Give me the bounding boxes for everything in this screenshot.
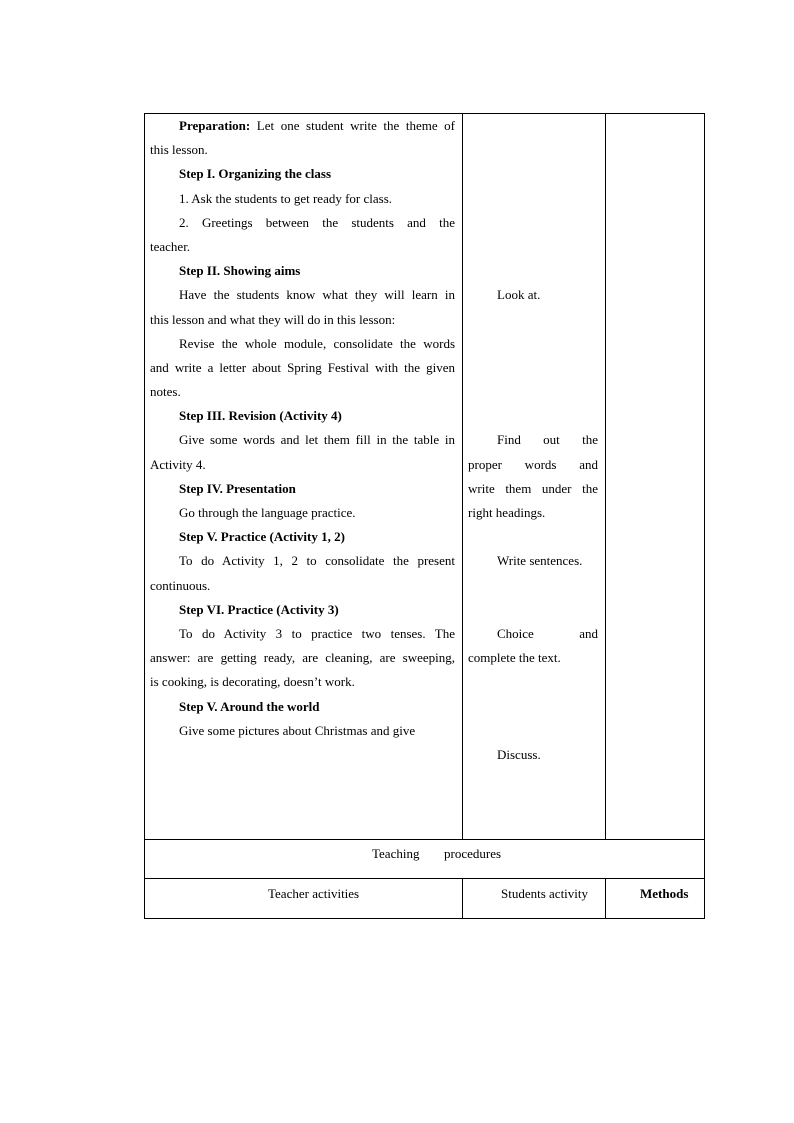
teacher-line — [150, 695, 455, 719]
student-text: Write sentences. — [497, 553, 583, 569]
teacher-line — [150, 404, 455, 428]
teacher-text: Give some pictures about Christmas and give — [179, 722, 416, 738]
teacher-step-heading: Preparation: — [179, 118, 251, 133]
teacher-line — [150, 525, 455, 549]
teacher-line — [150, 549, 455, 573]
student-line — [468, 235, 598, 259]
teacher-line — [150, 283, 455, 307]
teacher-line — [150, 114, 455, 138]
column-divider-3 — [462, 878, 463, 919]
teacher-line — [150, 235, 455, 259]
header-methods: Methods — [640, 886, 689, 901]
column-divider-1 — [462, 114, 463, 839]
teacher-text: is cooking, is decorating, doesn’t work. — [150, 674, 355, 690]
student-line — [468, 501, 598, 525]
teacher-line — [150, 646, 455, 670]
student-line — [468, 574, 598, 598]
student-text: right headings. — [468, 505, 546, 520]
teacher-text: Revise the whole module, consolidate the words — [179, 335, 455, 351]
teacher-text: continuous. — [150, 577, 211, 593]
teacher-text: teacher. — [150, 238, 191, 254]
student-line — [468, 114, 598, 138]
teacher-step-heading: Step V. Practice (Activity 1, 2) — [179, 529, 345, 545]
student-line — [468, 162, 598, 186]
teacher-line — [150, 162, 455, 186]
student-line — [468, 525, 598, 549]
student-line — [468, 187, 598, 211]
teacher-text: notes. — [150, 384, 181, 400]
teacher-line — [150, 670, 455, 694]
teacher-text: answer: are getting ready, are cleaning, are sweeping, — [150, 650, 455, 666]
teacher-text: Have the students know what they will learn in — [179, 287, 455, 303]
student-line — [468, 719, 598, 743]
teacher-text: this lesson and what they will do in this lesson: — [150, 311, 396, 327]
column-divider-4 — [605, 878, 606, 919]
teacher-line — [150, 598, 455, 622]
teacher-line — [150, 501, 455, 525]
teacher-line — [150, 428, 455, 452]
student-line — [468, 453, 598, 477]
teacher-text: and write a letter about Spring Festival with the given — [150, 359, 455, 375]
teacher-line — [150, 453, 455, 477]
teacher-step-heading: Step VI. Practice (Activity 3) — [179, 601, 339, 617]
student-line — [468, 380, 598, 404]
procedures-word: procedures — [444, 846, 502, 861]
teacher-step-heading: Step V. Around the world — [179, 698, 320, 714]
student-line — [468, 695, 598, 719]
teacher-line — [150, 138, 455, 162]
teacher-text: 1. Ask the students to get ready for class. — [179, 190, 393, 206]
teacher-text: Go through the language practice. — [179, 505, 356, 520]
teacher-text: Activity 4. — [150, 456, 206, 472]
lesson-plan-table — [144, 113, 705, 919]
teacher-line — [150, 477, 455, 501]
header-students-activity: Students activity — [501, 886, 589, 901]
student-line — [468, 549, 598, 573]
teacher-text: To do Activity 3 to practice two tenses. The — [179, 625, 455, 641]
teacher-text: To do Activity 1, 2 to consolidate the present — [179, 553, 455, 569]
student-line — [468, 428, 598, 452]
teacher-step-heading: Step III. Revision (Activity 4) — [179, 408, 342, 424]
teaching-word: Teaching — [372, 846, 420, 861]
student-line — [468, 743, 598, 767]
student-line — [468, 308, 598, 332]
student-line — [468, 138, 598, 162]
teacher-text: Let one student write the theme of — [250, 118, 455, 133]
student-line — [468, 477, 598, 501]
teacher-line — [150, 259, 455, 283]
column-divider-2 — [605, 114, 606, 839]
student-line — [468, 211, 598, 235]
teacher-line — [150, 356, 455, 380]
teacher-line — [150, 308, 455, 332]
student-text: Look at. — [497, 287, 541, 303]
teacher-line — [150, 719, 455, 743]
student-text: write them under the — [468, 480, 598, 496]
teacher-text: Give some words and let them fill in the table in — [179, 432, 455, 448]
student-line — [468, 404, 598, 428]
teacher-line — [150, 380, 455, 404]
teacher-text: this lesson. — [150, 142, 208, 158]
teacher-activities-cell — [150, 114, 455, 743]
row-divider-1 — [145, 839, 704, 840]
student-line — [468, 646, 598, 670]
student-text: Find out the — [497, 432, 598, 448]
student-line — [468, 622, 598, 646]
teacher-text: 2. Greetings between the students and the — [179, 214, 455, 230]
teacher-line — [150, 332, 455, 356]
teacher-line — [150, 622, 455, 646]
header-teacher-activities: Teacher activities — [268, 886, 360, 901]
teacher-step-heading: Step I. Organizing the class — [179, 166, 332, 182]
student-text: complete the text. — [468, 650, 561, 666]
student-line — [468, 332, 598, 356]
student-line — [468, 356, 598, 380]
student-text: Choice and — [497, 625, 598, 641]
student-line — [468, 259, 598, 283]
teacher-step-heading: Step II. Showing aims — [179, 263, 301, 279]
row-divider-2 — [145, 878, 704, 879]
student-line — [468, 670, 598, 694]
teacher-line — [150, 187, 455, 211]
student-line — [468, 283, 598, 307]
student-text: Discuss. — [497, 746, 541, 762]
student-text: proper words and — [468, 456, 598, 472]
teacher-line — [150, 211, 455, 235]
students-activity-cell — [468, 114, 598, 767]
teacher-step-heading: Step IV. Presentation — [179, 480, 296, 496]
teacher-line — [150, 574, 455, 598]
student-line — [468, 598, 598, 622]
